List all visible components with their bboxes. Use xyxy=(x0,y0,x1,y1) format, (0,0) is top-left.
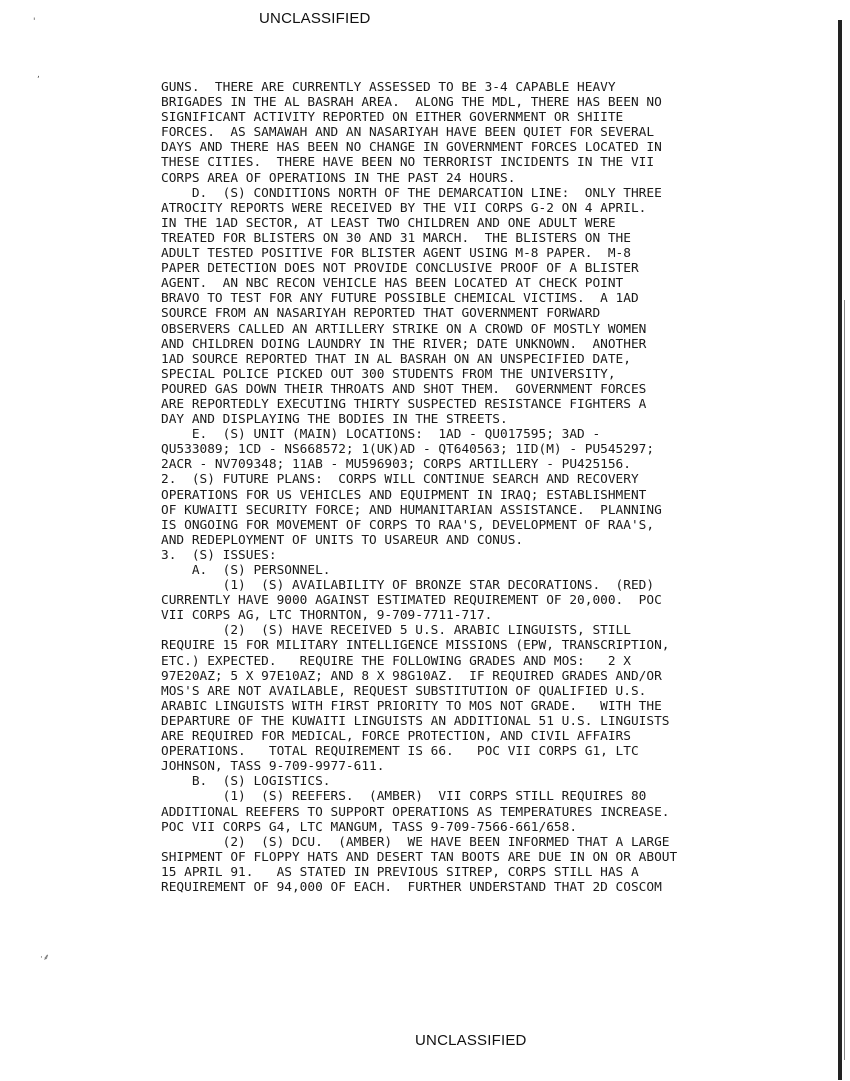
document-line: B. (S) LOGISTICS. xyxy=(161,774,331,790)
page-edge-rule-thin xyxy=(844,300,845,1060)
document-line: OF KUWAITI SECURITY FORCE; AND HUMANITARIAN ASSISTANCE. PLANNING xyxy=(161,502,662,518)
document-line: SHIPMENT OF FLOPPY HATS AND DESERT TAN BOOTS ARE DUE IN ON OR ABOUT xyxy=(161,849,678,865)
scan-speck: ' xyxy=(33,17,36,27)
document-line: 2. (S) FUTURE PLANS: CORPS WILL CONTINUE SEARCH AND RECOVERY xyxy=(161,472,639,488)
document-line: TREATED FOR BLISTERS ON 30 AND 31 MARCH. THE BLISTERS ON THE xyxy=(161,230,631,246)
document-line: POURED GAS DOWN THEIR THROATS AND SHOT THEM. GOVERNMENT FORCES xyxy=(161,381,647,397)
document-line: SOURCE FROM AN NASARIYAH REPORTED THAT GOVERNMENT FORWARD xyxy=(161,306,601,322)
document-line: CURRENTLY HAVE 9000 AGAINST ESTIMATED REQUIREMENT OF 20,000. POC xyxy=(161,593,662,609)
document-line: OPERATIONS. TOTAL REQUIREMENT IS 66. POC VII CORPS G1, LTC xyxy=(161,744,639,760)
document-line: POC VII CORPS G4, LTC MANGUM, TASS 9-709-7566-661/658. xyxy=(161,819,578,835)
document-line: (1) (S) REEFERS. (AMBER) VII CORPS STILL REQUIRES 80 xyxy=(161,789,647,805)
document-line: IS ONGOING FOR MOVEMENT OF CORPS TO RAA'S, DEVELOPMENT OF RAA'S, xyxy=(161,517,655,533)
document-line: GUNS. THERE ARE CURRENTLY ASSESSED TO BE 3-4 CAPABLE HEAVY xyxy=(161,80,616,95)
document-line: REQUIREMENT OF 94,000 OF EACH. FURTHER UNDERSTAND THAT 2D COSCOM xyxy=(161,879,662,895)
document-line: OBSERVERS CALLED AN ARTILLERY STRIKE ON A CROWD OF MOSTLY WOMEN xyxy=(161,321,647,337)
document-line: ARE REQUIRED FOR MEDICAL, FORCE PROTECTION, AND CIVIL AFFAIRS xyxy=(161,729,631,745)
document-line: AND CHILDREN DOING LAUNDRY IN THE RIVER; DATE UNKNOWN. ANOTHER xyxy=(161,336,647,352)
document-line: 15 APRIL 91. AS STATED IN PREVIOUS SITREP, CORPS STILL HAS A xyxy=(161,864,639,880)
document-line: MOS'S ARE NOT AVAILABLE, REQUEST SUBSTITUTION OF QUALIFIED U.S. xyxy=(161,683,647,699)
document-line: (2) (S) DCU. (AMBER) WE HAVE BEEN INFORMED THAT A LARGE xyxy=(161,834,670,850)
document-line: 3. (S) ISSUES: xyxy=(161,547,277,563)
document-line: A. (S) PERSONNEL. xyxy=(161,563,331,578)
classification-banner-top: UNCLASSIFIED xyxy=(259,10,371,27)
document-line: SIGNIFICANT ACTIVITY REPORTED ON EITHER GOVERNMENT OR SHIITE xyxy=(161,110,624,126)
document-line: (2) (S) HAVE RECEIVED 5 U.S. ARABIC LINGUISTS, STILL xyxy=(161,623,631,639)
document-line: CORPS AREA OF OPERATIONS IN THE PAST 24 HOURS. xyxy=(161,170,516,186)
document-line: FORCES. AS SAMAWAH AND AN NASARIYAH HAVE BEEN QUIET FOR SEVERAL xyxy=(161,125,655,141)
document-line: PAPER DETECTION DOES NOT PROVIDE CONCLUSIVE PROOF OF A BLISTER xyxy=(161,261,639,277)
document-line: E. (S) UNIT (MAIN) LOCATIONS: 1AD - QU017595; 3AD - xyxy=(161,427,601,443)
document-line: SPECIAL POLICE PICKED OUT 300 STUDENTS FROM THE UNIVERSITY, xyxy=(161,366,616,382)
document-line: D. (S) CONDITIONS NORTH OF THE DEMARCATION LINE: ONLY THREE xyxy=(161,185,662,201)
document-line: VII CORPS AG, LTC THORNTON, 9-709-7711-717. xyxy=(161,608,493,624)
document-line: 1AD SOURCE REPORTED THAT IN AL BASRAH ON AN UNSPECIFIED DATE, xyxy=(161,351,631,367)
document-line: AND REDEPLOYMENT OF UNITS TO USAREUR AND CONUS. xyxy=(161,532,524,548)
document-line: IN THE 1AD SECTOR, AT LEAST TWO CHILDREN AND ONE ADULT WERE xyxy=(161,215,616,231)
document-line: (1) (S) AVAILABILITY OF BRONZE STAR DECORATIONS. (RED) xyxy=(161,578,655,594)
document-line: ETC.) EXPECTED. REQUIRE THE FOLLOWING GRADES AND MOS: 2 X xyxy=(161,653,631,669)
document-line: OPERATIONS FOR US VEHICLES AND EQUIPMENT IN IRAQ; ESTABLISHMENT xyxy=(161,487,647,503)
document-line: DEPARTURE OF THE KUWAITI LINGUISTS AN ADDITIONAL 51 U.S. LINGUISTS xyxy=(161,713,670,729)
document-line: REQUIRE 15 FOR MILITARY INTELLIGENCE MISSIONS (EPW, TRANSCRIPTION, xyxy=(161,638,670,654)
document-line: 97E20AZ; 5 X 97E10AZ; AND 8 X 98G10AZ. IF REQUIRED GRADES AND/OR xyxy=(161,668,662,684)
document-line: ADDITIONAL REEFERS TO SUPPORT OPERATIONS AS TEMPERATURES INCREASE. xyxy=(161,804,670,820)
document-line: BRIGADES IN THE AL BASRAH AREA. ALONG THE MDL, THERE HAS BEEN NO xyxy=(161,95,662,111)
document-line: ARE REPORTEDLY EXECUTING THIRTY SUSPECTED RESISTANCE FIGHTERS A xyxy=(161,396,647,412)
page-edge-rule xyxy=(838,20,842,1080)
document-line: ATROCITY REPORTS WERE RECEIVED BY THE VII CORPS G-2 ON 4 APRIL. xyxy=(161,200,647,216)
document-line: DAYS AND THERE HAS BEEN NO CHANGE IN GOVERNMENT FORCES LOCATED IN xyxy=(161,140,662,156)
document-line: JOHNSON, TASS 9-709-9977-611. xyxy=(161,759,385,775)
document-line: QU533089; 1CD - NS668572; 1(UK)AD - QT640563; 1ID(M) - PU545297; xyxy=(161,442,655,458)
document-line: DAY AND DISPLAYING THE BODIES IN THE STREETS. xyxy=(161,412,508,428)
classification-banner-bottom: UNCLASSIFIED xyxy=(415,1032,527,1049)
document-body xyxy=(161,80,837,895)
scan-speck: ·⸙ xyxy=(40,953,50,963)
document-line: BRAVO TO TEST FOR ANY FUTURE POSSIBLE CHEMICAL VICTIMS. A 1AD xyxy=(161,291,639,307)
document-line: AGENT. AN NBC RECON VEHICLE HAS BEEN LOCATED AT CHECK POINT xyxy=(161,276,624,292)
document-line: THESE CITIES. THERE HAVE BEEN NO TERRORIST INCIDENTS IN THE VII xyxy=(161,155,655,171)
scan-speck: , xyxy=(37,70,40,80)
document-line: 2ACR - NV709348; 11AB - MU596903; CORPS ARTILLERY - PU425156. xyxy=(161,457,631,473)
document-line: ADULT TESTED POSITIVE FOR BLISTER AGENT USING M-8 PAPER. M-8 xyxy=(161,246,631,262)
document-line: ARABIC LINGUISTS WITH FIRST PRIORITY TO MOS NOT GRADE. WITH THE xyxy=(161,698,662,714)
